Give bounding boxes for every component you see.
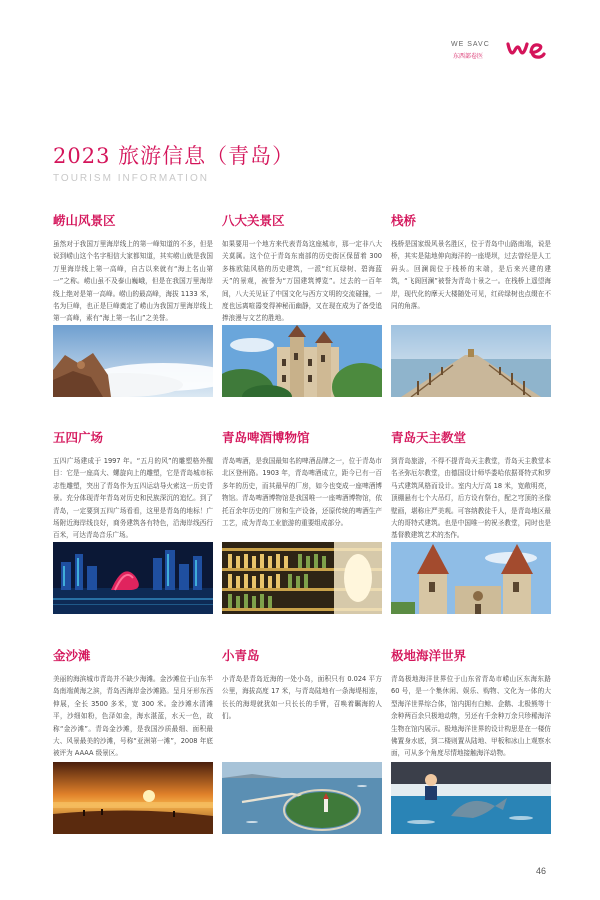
logo-subtext: 东西部卷医 [453,53,484,60]
section-wusi-square [53,428,213,542]
logo-text: WE SAVC [451,41,490,48]
section-title: 小青岛 [222,648,260,663]
polar-ocean-world-photo [391,762,551,834]
brand-logo [451,38,546,64]
section-title: 崂山风景区 [53,213,116,228]
section-title: 五四广场 [53,430,104,445]
page-number: 46 [535,866,546,876]
section-title: 金沙滩 [53,648,91,663]
section-title: 栈桥 [391,213,417,228]
section-little-qingdao [222,646,382,723]
section-body: 小青岛是青岛近海的一处小岛，面积只有 0.024 平方公里，海拔高度 17 米，与青岛陆地有一条海堤相连，长长的海堤就犹如一只长长的手臂，召唤着瞩海的人们。 [222,675,382,721]
page-subtitle: TOURISM INFORMATION [53,173,209,184]
section-badaguan [222,211,382,325]
section-title: 极地海洋世界 [391,648,467,663]
section-title: 青岛啤酒博物馆 [222,430,310,445]
section-body: 青岛啤酒，是我国最知名的啤酒品牌之一，位于青岛市北区登州路。1903 年，青岛啤酒成立，距今已有一百多年的历史，而其最早的厂房，如今也变成一座啤酒博物馆。青岛啤酒博物馆是我国唯一一座啤酒博物馆，依托百余年历史的厂房和生产设备，还原传统的啤酒生产工艺，成为青岛工业旅游的重要组成部分。 [222,457,382,528]
we-logo-icon [506,38,546,62]
section-beer-museum [222,428,382,529]
section-laoshan [53,211,213,325]
golden-beach-photo [53,762,213,834]
section-zhanqiao [391,211,551,312]
section-golden-beach [53,646,213,760]
section-catholic-church [391,428,551,542]
zhanqiao-photo [391,325,551,397]
section-body: 青岛极地海洋世界位于山东省青岛市崂山区东海东路 60 号，是一个集休闲、娱乐、购物、文化为一体的大型海洋世界综合体，馆内拥有白鲸、企鹅、北极熊等十余种两百余只极地动物，另还有千余种万余只珍稀海洋生物在馆内展示。极地海洋世界的设计构思是在一楼仿佛置身水底，到二楼则置从陆地、甲板和冰山上观察水面，可从多个角度尽情地接触海洋动物。 [391,675,551,758]
section-body: 美丽的海滨城市青岛并不缺少海滩。金沙滩位于山东半岛南端黄海之滨，青岛西海岸金沙滩路。呈月牙形东西伸展，全长 3500 多米，宽 300 米。金沙滩水清滩平，沙细如粉，色泽如金，海水湛蓝，水天一色，故称“金沙滩”。青岛金沙滩，是我国沙质最细、面积最大、风景最美的沙滩，号称“亚洲第一滩”，2008 年底被评为 AAAA 级景区。 [53,675,213,758]
page-title: 2023 旅游信息（青岛） [53,144,295,168]
section-title: 八大关景区 [222,213,285,228]
catholic-church-photo [391,542,551,614]
badaguan-photo [222,325,382,397]
little-qingdao-photo [222,762,382,834]
laoshan-photo [53,325,213,397]
section-body: 五四广场建成于 1997 年。“五月的风”的雕塑格外醒目：它是一座高大、螺旋向上的雕塑，它是青岛城市标志性雕塑，突出了青岛作为五四运动导火索这一历史背景。充分体现青年青岛对历史和民族深沉的追忆。到了青岛，一定要到五四广场看看，这里是青岛的地标！广场附近海岸线良好，商务建筑各有特色，沿海岸线西行百米，可达青岛音乐广场。 [53,457,213,540]
section-body: 栈桥是国家级风景名胜区，位于青岛中山路南端，说是桥，其实是陆地伸向海洋的一座堤坝，过去曾经是人工码头。回澜阁位于栈桥的末端，是后来兴建的建筑，“飞阁回澜”被誉为青岛十景之一。在栈桥上遥望海岸，现代化的摩天大楼随处可见，红砖绿树也点缀在不同的角落。 [391,240,551,311]
beer-museum-photo [222,542,382,614]
wusi-square-photo [53,542,213,614]
section-title: 青岛天主教堂 [391,430,467,445]
section-body: 虽然对于我国万里海岸线上的第一峰知道的不多，但是说到崂山这个名字相信大家都知道，其实崂山就是我国万里海岸线上第一高峰，自古以来就有“海上名山第一”之称。崂山虽不及泰山巍峨，但是在我国万里海岸线上绝对是第一高峰。崂山的最高峰，海拔 1133 米，名为巨峰，也正是巨峰奠定了崂山为我国万里海岸线上第一高峰，素有“海上第一名山”之美誉。 [53,240,213,323]
section-polar-ocean-world [391,646,551,760]
section-body: 到青岛旅游，不得不提青岛天主教堂，青岛天主教堂本名圣弥厄尔教堂，由德国设计师毕娄哈依据哥特式和罗马式建筑风格而设计。室内大厅高 18 米，宽敞明亮，顶棚悬有七个大吊灯，后方设有祭台，配之穹顶的圣像壁画，堪称庄严美观。可容纳教徒千人，是青岛地区最大的哥特式建筑。也是中国唯一的祝圣教堂，同时也是基督教建筑艺术的杰作。 [391,457,551,540]
section-body: 如果要用一个地方来代表青岛这座城市，那一定非八大关莫属。这个位于青岛东南部的历史街区保留着 300 多栋欧陆风格的历史建筑，一派“红瓦绿树、碧海蓝天”的景观，被誉为“万国建筑博览”。过去的一百年间，八大关见证了中国文化与西方文明的交流碰撞，一度也远离喧嚣变得神秘而幽静，又在现在成为了备受追捧浪漫与文艺的胜地。 [222,240,382,323]
